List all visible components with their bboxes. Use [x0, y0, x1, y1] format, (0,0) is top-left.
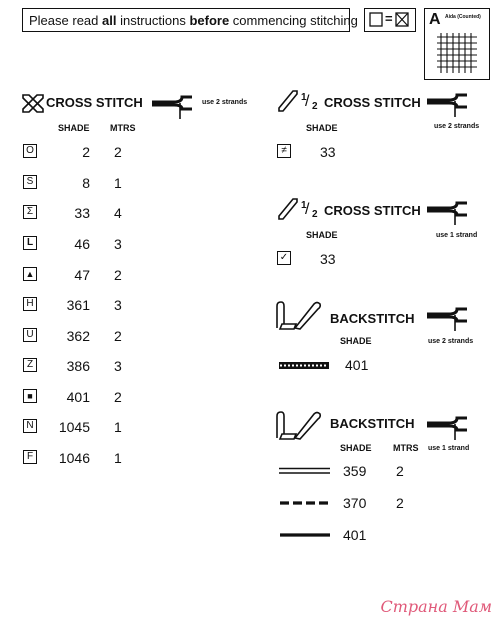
symbol-key: U	[23, 328, 37, 342]
symbol-key: ✓	[277, 251, 291, 265]
instructions-banner	[22, 8, 358, 32]
cross-stitch-strands-note: use 2 strands	[202, 99, 248, 106]
metres-value: 3	[114, 358, 122, 374]
backstitch-mtrs-header: MTRS	[393, 443, 419, 453]
cross-stitch-title: CROSS STITCH	[46, 95, 143, 110]
banner-text-2: instructions	[116, 13, 190, 28]
shade-number: 401	[345, 357, 369, 373]
shade-number: 1046	[58, 450, 90, 466]
backstitch-shade-header: SHADE	[340, 336, 372, 346]
metres-value: 3	[114, 236, 122, 252]
symbol-key: Z	[23, 358, 37, 372]
fraction-numerator: 1	[301, 92, 307, 103]
metres-value: 2	[114, 389, 122, 405]
banner-bold-before: before	[189, 13, 230, 28]
watermark: Страна Мам	[380, 597, 492, 616]
shade-number: 362	[66, 328, 90, 344]
shade-number: 33	[320, 251, 336, 267]
fraction-denominator: 2	[312, 209, 318, 220]
symbol-key: ▲	[23, 267, 37, 281]
cross-stitch-shade-header: SHADE	[58, 123, 90, 133]
metres-value: 1	[114, 175, 122, 191]
shade-number: 33	[320, 144, 336, 160]
metres-value: 2	[114, 328, 122, 344]
symbol-key: O	[23, 144, 37, 158]
backstitch-title: BACKSTITCH	[330, 311, 415, 326]
needle-thread-icon	[427, 201, 473, 225]
symbol-key: L	[23, 236, 37, 250]
double-line-icon	[278, 466, 332, 476]
backstitch-title: BACKSTITCH	[330, 416, 415, 431]
symbol-key: ■	[23, 389, 37, 403]
needle-thread-icon	[427, 416, 473, 440]
metres-value: 2	[114, 267, 122, 283]
symbol-key: N	[23, 419, 37, 433]
symbol-key: Σ	[23, 205, 37, 219]
symbol-key: H	[23, 297, 37, 311]
banner-text-1: Please read	[29, 13, 102, 28]
aida-weave-icon	[437, 33, 477, 73]
banner-text-3: commencing stitching	[229, 13, 358, 28]
aida-fabric-box	[424, 8, 490, 80]
dotted-band-line-icon	[278, 361, 332, 371]
shade-number: 386	[66, 358, 90, 374]
metres-value: 1	[114, 450, 122, 466]
shade-number: 401	[66, 389, 90, 405]
fraction-denominator: 2	[312, 101, 318, 112]
half-cross-title: CROSS STITCH	[324, 203, 421, 218]
metres-value: 2	[114, 144, 122, 160]
half-cross-stitch-icon	[276, 88, 300, 114]
metres-value: 2	[396, 463, 404, 479]
cross-stitch-icon	[20, 92, 46, 114]
half-cross-strands-note: use 2 strands	[434, 123, 480, 130]
solid-line-icon	[280, 531, 334, 539]
half-cross-stitch-icon	[276, 196, 300, 222]
fraction-numerator: 1	[301, 200, 307, 211]
half-cross-title: CROSS STITCH	[324, 95, 421, 110]
needle-thread-icon	[427, 93, 473, 117]
metres-value: 1	[114, 419, 122, 435]
backstitch-strands-note: use 2 strands	[428, 338, 474, 345]
dashed-line-icon	[280, 499, 334, 507]
symbol-legend-box	[364, 8, 416, 32]
symbol-key: S	[23, 175, 37, 189]
symbol-key: ≠	[277, 144, 291, 158]
shade-number: 359	[343, 463, 367, 479]
shade-number: 47	[74, 267, 90, 283]
shade-number: 1045	[58, 419, 90, 435]
fraction-slash: /	[305, 93, 310, 110]
legend-equals: =	[385, 11, 393, 26]
backstitch-icon	[274, 408, 324, 442]
metres-value: 4	[114, 205, 122, 221]
banner-bold-all: all	[102, 13, 117, 28]
cross-stitch-mtrs-header: MTRS	[110, 123, 136, 133]
shade-number: 361	[66, 297, 90, 313]
backstitch-icon	[274, 298, 324, 332]
shade-number: 2	[82, 144, 90, 160]
shade-number: 401	[343, 527, 367, 543]
shade-number: 370	[343, 495, 367, 511]
backstitch-strands-note: use 1 strand	[428, 445, 470, 452]
symbol-key: F	[23, 450, 37, 464]
shade-number: 8	[82, 175, 90, 191]
half-cross-strands-note: use 1 strand	[436, 232, 478, 239]
shade-number: 46	[74, 236, 90, 252]
metres-value: 2	[396, 495, 404, 511]
half-cross-shade-header: SHADE	[306, 123, 338, 133]
needle-thread-icon	[152, 95, 198, 119]
needle-thread-icon	[427, 307, 473, 331]
backstitch-shade-header: SHADE	[340, 443, 372, 453]
aida-label: Aida (Counted)	[445, 14, 481, 20]
shade-number: 33	[74, 205, 90, 221]
metres-value: 3	[114, 297, 122, 313]
half-cross-shade-header: SHADE	[306, 230, 338, 240]
fraction-slash: /	[305, 201, 310, 218]
aida-letter: A	[429, 11, 441, 28]
